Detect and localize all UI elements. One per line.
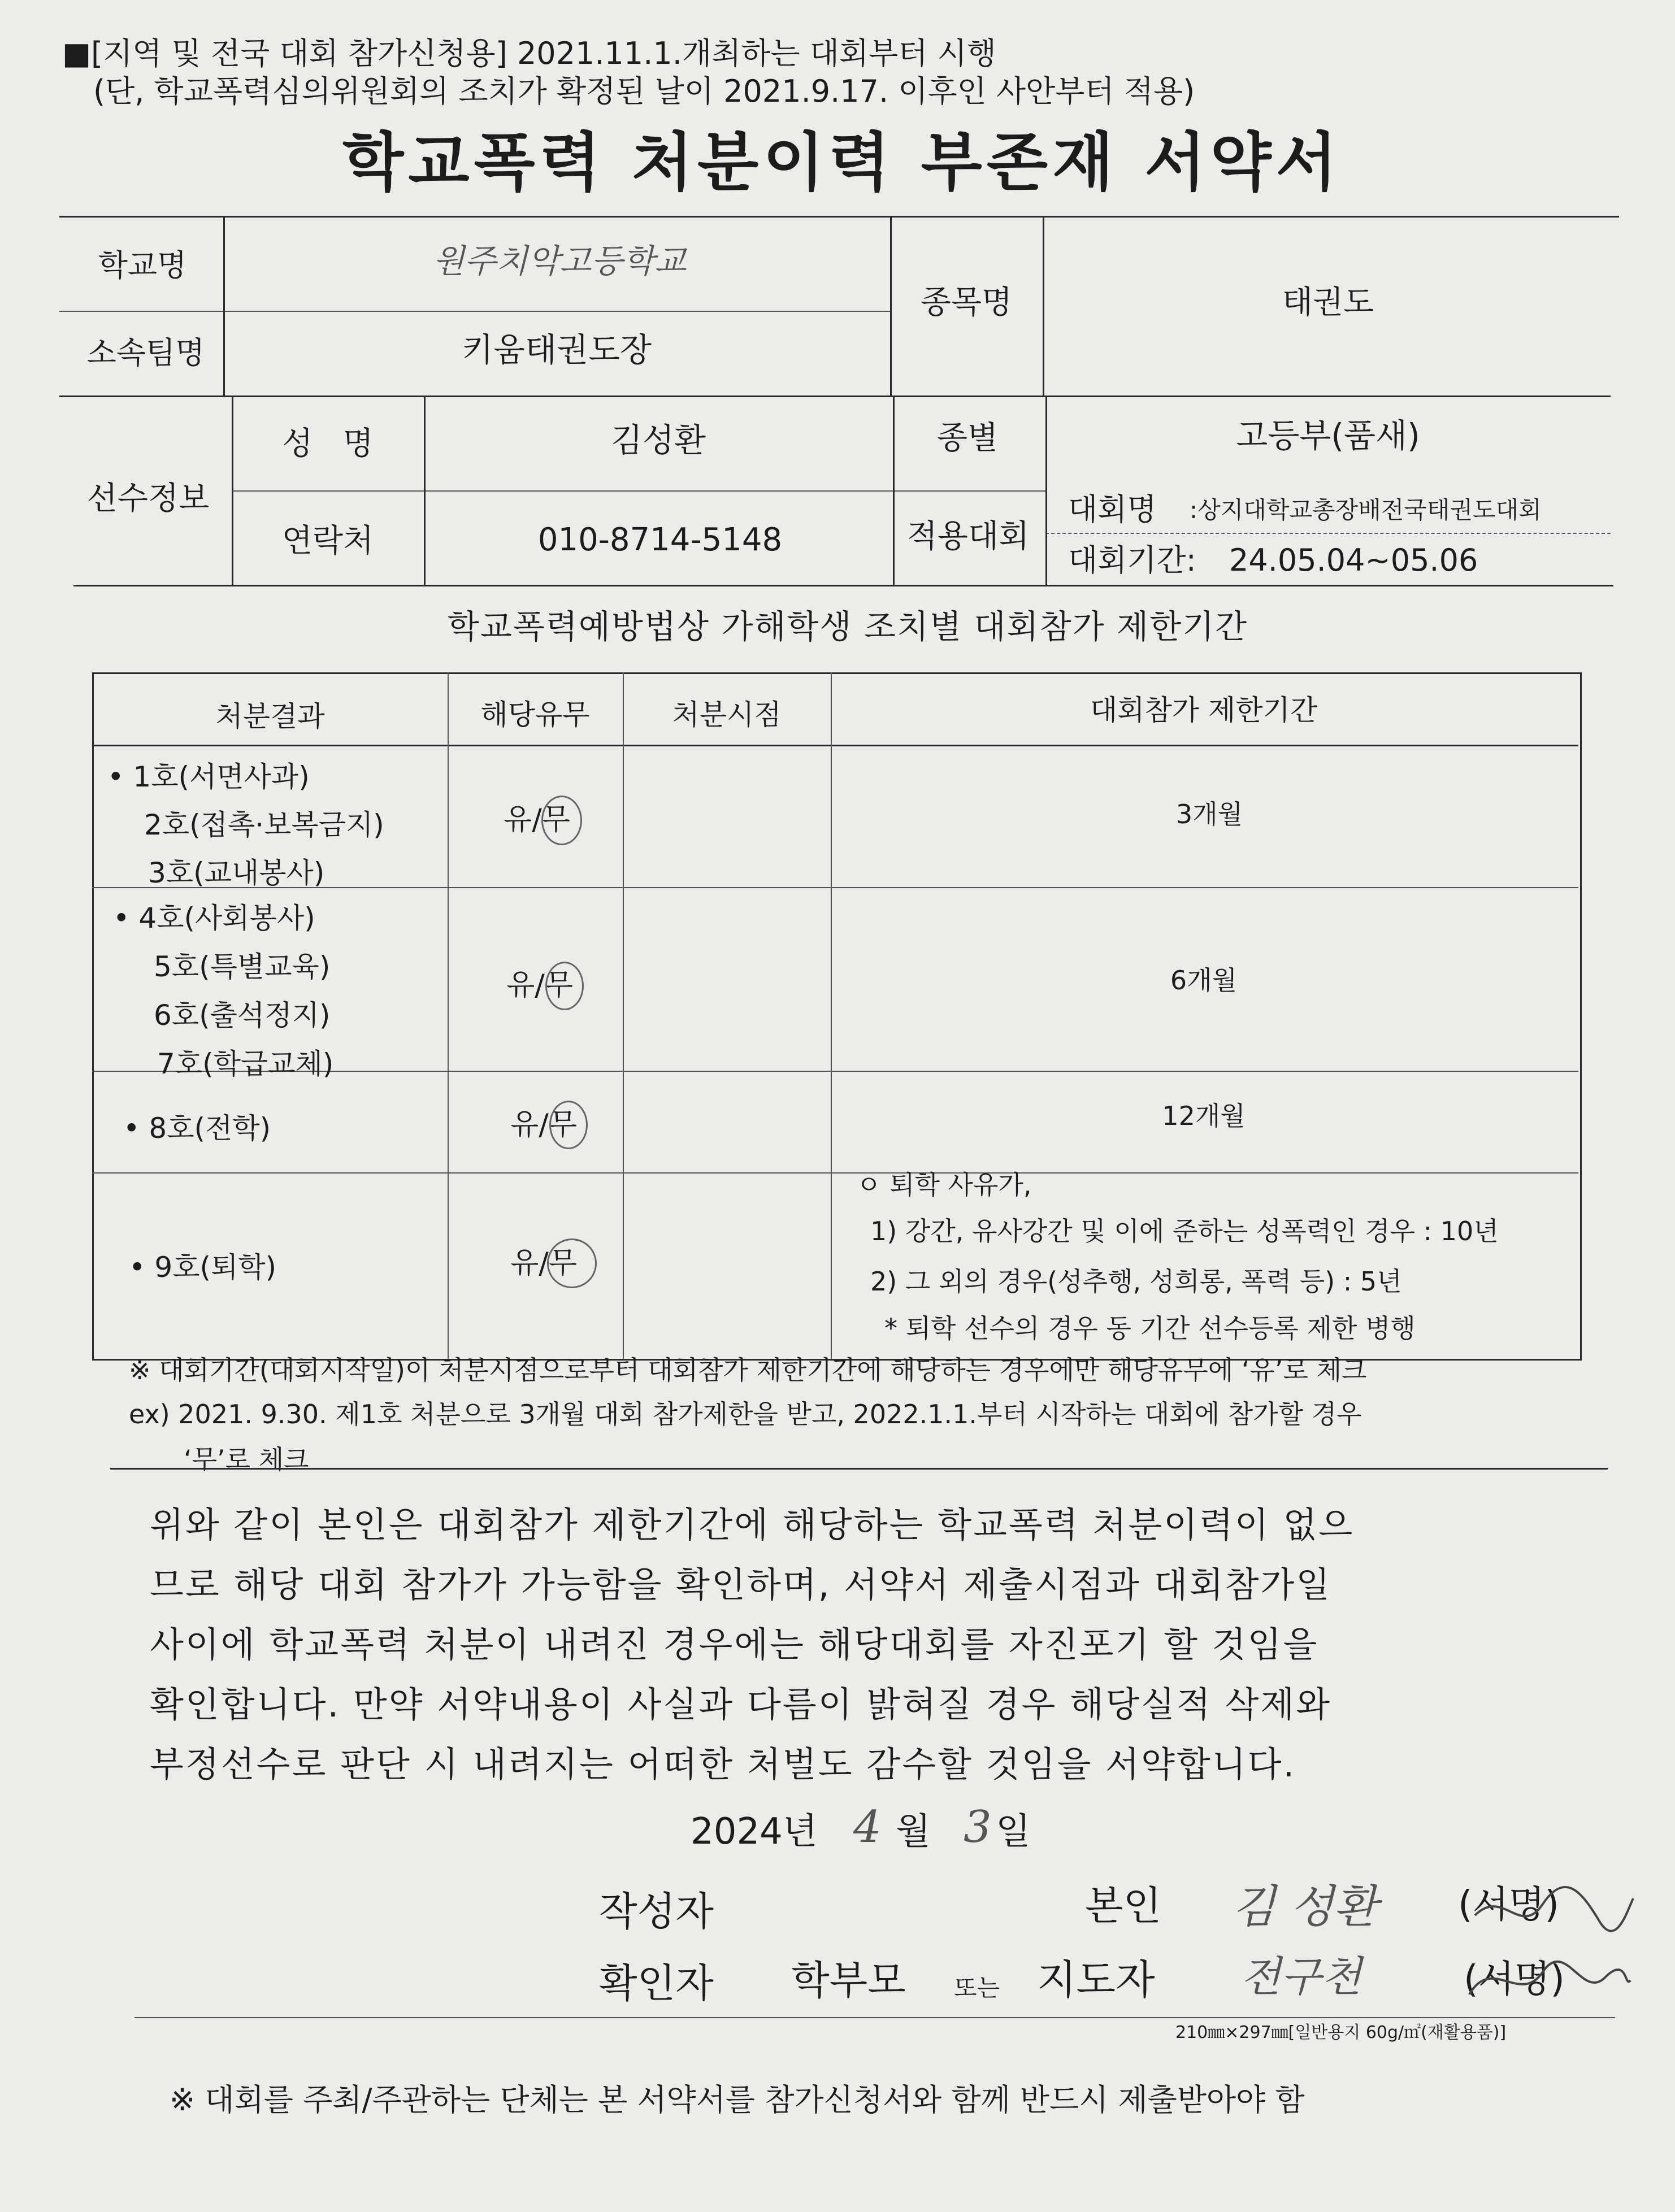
coach-label: 지도자	[1037, 1956, 1155, 2004]
note-line: ※ 대회기간(대회시작일)이 처분시점으로부터 대회참가 제한기간에 해당하는 경우에만 해당유무에 ‘유’로 체크	[129, 1355, 1367, 1385]
self-label: 본인	[1085, 1883, 1162, 1929]
sport-value: 태권도	[1282, 284, 1374, 321]
header-line-2: (단, 학교폭력심의위원회의 조치가 확정된 날이 2021.9.17. 이후인 사안부터 적용)	[93, 73, 1195, 109]
date-year: 2024년	[691, 1811, 818, 1853]
pledge-line: 부정선수로 판단 시 내려지는 어떠한 처벌도 감수할 것임을 서약합니다.	[150, 1744, 1296, 1785]
info-bottom-line	[73, 585, 1613, 586]
info-line	[59, 311, 890, 312]
check-value: 유/무	[506, 968, 573, 1002]
info-line	[232, 490, 1045, 492]
player-info-label: 선수정보	[86, 480, 210, 517]
signature-scribble	[1464, 1949, 1633, 2011]
header-measure-date: 처분시점	[672, 698, 782, 731]
measure-line: 3호(교내봉사)	[148, 857, 325, 889]
date-month: 월	[896, 1811, 931, 1853]
note-line: ex) 2021. 9.30. 제1호 처분으로 3개월 대회 참가제한을 받고, 2022.1.1.부터 시작하는 대회에 참가할 경우	[129, 1399, 1362, 1429]
measure-line: 2호(접촉·보복금지)	[144, 809, 384, 841]
info-line	[59, 396, 1611, 397]
pledge-line: 확인합니다. 만약 서약내용이 사실과 다름이 밝혀질 경우 해당실적 삭제와	[150, 1684, 1332, 1725]
seal-placeholder: (서명)	[1458, 1883, 1560, 1926]
measure-line: 7호(학급교체)	[157, 1048, 334, 1080]
event-period-value: 24.05.04~05.06	[1229, 542, 1478, 578]
team-value: 키움태권도장	[461, 331, 652, 369]
info-divider	[893, 396, 895, 585]
table-col-line	[623, 672, 624, 1359]
note-line: ‘무’로 체크	[184, 1444, 309, 1475]
measure-line: • 1호(서면사과)	[107, 760, 310, 793]
confirmer-label: 확인자	[599, 1960, 714, 2006]
measure-line: • 4호(사회봉사)	[113, 902, 315, 935]
contact-value: 010-8714-5148	[537, 522, 783, 558]
footer-line	[134, 2017, 1615, 2018]
document-title: 학교폭력 처분이력 부존재 서약서	[342, 126, 1342, 199]
restriction-title: 학교폭력예방법상 가해학생 조치별 대회참가 제한기간	[447, 607, 1248, 646]
check-circle	[545, 962, 584, 1010]
team-label: 소속팀명	[86, 335, 205, 371]
check-circle	[541, 796, 582, 845]
event-label: 적용대회	[906, 518, 1030, 555]
info-divider	[1043, 216, 1044, 396]
table-col-line	[448, 672, 449, 1359]
info-top-line	[59, 216, 1619, 218]
signature-scribble	[1469, 1876, 1639, 1944]
name-value: 김성환	[610, 421, 706, 459]
coach-signature: 전구천	[1240, 1953, 1362, 2001]
category-label: 종별	[936, 420, 999, 457]
school-label: 학교명	[98, 247, 187, 283]
header-applicable: 해당유무	[480, 698, 590, 731]
measure-line: 6호(출석정지)	[154, 999, 331, 1032]
check-circle	[549, 1101, 588, 1149]
event-period-label: 대회기간:	[1068, 542, 1196, 578]
school-value: 원주치악고등학교	[432, 242, 687, 280]
check-circle	[547, 1238, 597, 1288]
date-day: 일	[996, 1811, 1031, 1853]
info-divider	[424, 396, 426, 585]
table-header-line	[92, 745, 1578, 746]
contact-label: 연락처	[281, 523, 374, 559]
parent-label: 학부모	[791, 1957, 906, 2004]
measure-line: 5호(특별교육)	[154, 950, 331, 983]
date-day-handwritten: 3	[964, 1802, 992, 1853]
check-value: 유/무	[510, 1108, 577, 1142]
event-name-value: :상지대학교총장배전국태권도대회	[1190, 496, 1542, 524]
header-restriction-period: 대회참가 제한기간	[1090, 694, 1318, 727]
check-value: 유/무	[504, 803, 570, 837]
check-value: 유/무	[510, 1246, 577, 1280]
expulsion-reason: 1) 강간, 유사강간 및 이에 준하는 성폭력인 경우 : 10년	[870, 1216, 1499, 1246]
expulsion-reason: ㅇ 퇴학 사유가,	[856, 1170, 1032, 1200]
table-row-line	[92, 1172, 1578, 1174]
info-divider	[890, 216, 892, 396]
header-measure: 처분결과	[215, 700, 325, 733]
paper-spec: 210㎜×297㎜[일반용지 60g/㎡(재활용품)]	[1175, 2023, 1507, 2042]
restriction-period: 12개월	[1162, 1101, 1246, 1131]
table-col-line	[831, 672, 832, 1359]
or-label: 또는	[954, 1974, 1000, 2002]
sport-label: 종목명	[920, 284, 1013, 321]
pledge-line: 사이에 학교폭력 처분이 내려진 경우에는 해당대회를 자진포기 할 것임을	[150, 1624, 1319, 1665]
expulsion-reason: * 퇴학 선수의 경우 동 기간 선수등록 제한 병행	[884, 1313, 1416, 1344]
category-value: 고등부(품새)	[1236, 416, 1420, 455]
header-line-1: ■[지역 및 전국 대회 참가신청용] 2021.11.1.개최하는 대회부터 시행	[62, 36, 996, 71]
restriction-period: 6개월	[1170, 965, 1238, 996]
info-divider	[232, 396, 233, 585]
info-divider	[1045, 396, 1047, 585]
pledge-line: 므로 해당 대회 참가가 가능함을 확인하며, 서약서 제출시점과 대회참가일	[150, 1564, 1332, 1605]
author-label: 작성자	[599, 1888, 714, 1935]
info-line	[1045, 533, 1611, 534]
footer-note: ※ 대회를 주최/주관하는 단체는 본 서약서를 참가신청서와 함께 반드시 제출받아야 함	[170, 2082, 1305, 2118]
restriction-period: 3개월	[1175, 799, 1243, 829]
event-name-label: 대회명	[1068, 492, 1157, 527]
info-divider	[223, 216, 225, 396]
measure-line: • 8호(전학)	[123, 1112, 271, 1145]
pledge-line: 위와 같이 본인은 대회참가 제한기간에 해당하는 학교폭력 처분이력이 없으	[150, 1504, 1355, 1545]
self-signature: 김 성환	[1232, 1880, 1378, 1933]
name-label: 성 명	[282, 425, 374, 462]
measure-line: • 9호(퇴학)	[129, 1251, 277, 1284]
expulsion-reason: 2) 그 외의 경우(성추행, 성희롱, 폭력 등) : 5년	[870, 1266, 1402, 1297]
seal-placeholder: (서명)	[1464, 1957, 1565, 2001]
notes-bottom-line	[110, 1468, 1608, 1470]
date-month-handwritten: 4	[853, 1802, 882, 1853]
